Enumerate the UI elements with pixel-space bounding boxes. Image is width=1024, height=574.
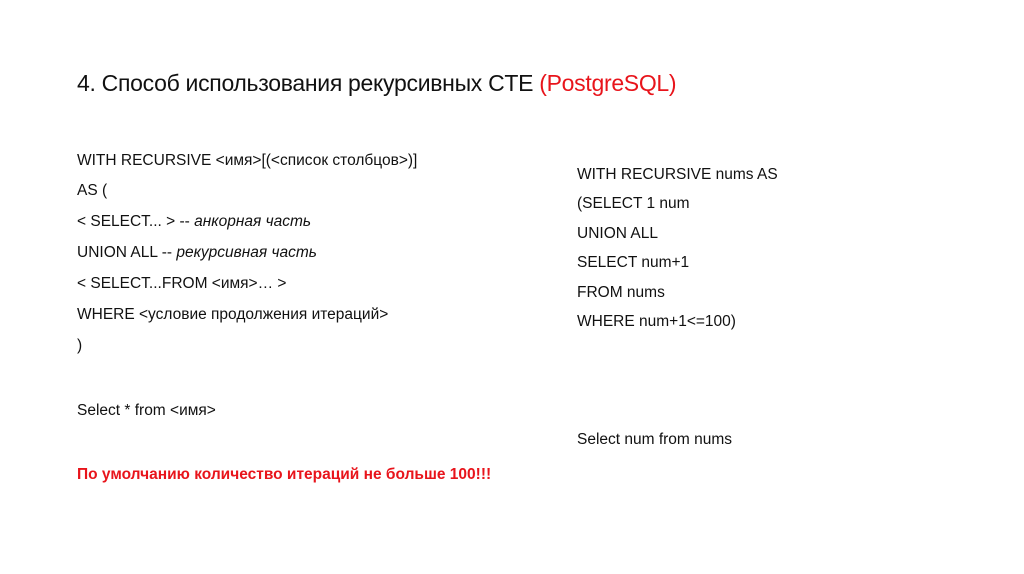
code: < SELECT... > -- (77, 213, 195, 230)
syntax-line (77, 152, 417, 170)
syntax-line (77, 275, 286, 293)
example-line: UNION ALL (577, 225, 658, 242)
code: WITH RECURSIVE <имя>[(<список столбцов>)] (77, 152, 418, 169)
code: UNION ALL -- (77, 244, 177, 261)
example-line: (SELECT 1 num (577, 195, 690, 212)
warning-note: По умолчанию количество итераций не больше 100!!! (77, 466, 492, 483)
example-line: FROM nums (577, 284, 665, 301)
slide-title (77, 70, 676, 97)
example-line: WITH RECURSIVE nums AS (577, 166, 778, 183)
comment: анкорная часть (194, 213, 312, 230)
syntax-line (77, 244, 317, 262)
comment: рекурсивная часть (176, 244, 317, 261)
title-main: 4. Способ использования рекурсивных CTE (77, 70, 540, 96)
title-accent: (PostgreSQL) (539, 70, 677, 96)
syntax-line (77, 182, 107, 200)
syntax-line (77, 306, 388, 324)
code: < SELECT...FROM <имя>… > (77, 275, 287, 292)
syntax-line (77, 337, 82, 355)
example-line: WHERE num+1<=100) (577, 313, 736, 330)
example-line: SELECT num+1 (577, 254, 690, 271)
syntax-select: Select * from <имя> (77, 402, 216, 419)
syntax-line (77, 213, 311, 231)
code: AS ( (77, 182, 108, 199)
code: WHERE <условие продолжения итераций> (77, 306, 389, 323)
example-select: Select num from nums (577, 431, 733, 448)
code: ) (77, 337, 83, 354)
